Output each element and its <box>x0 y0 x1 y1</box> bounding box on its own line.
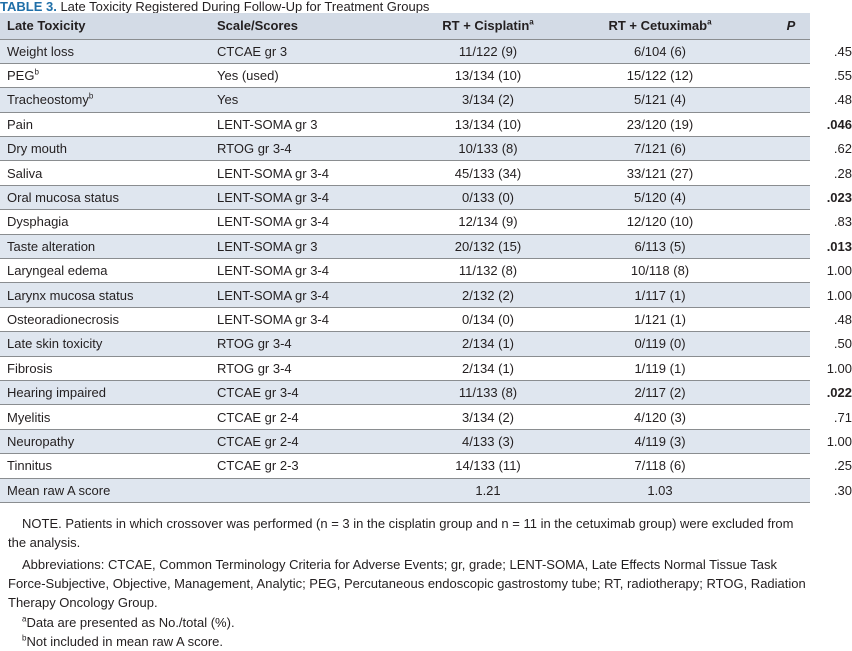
cell-toxicity: Mean raw A score <box>0 478 210 502</box>
cell-cisplatin: 11/132 (8) <box>400 259 576 283</box>
cell-scale: CTCAE gr 3 <box>210 39 400 63</box>
cell-cisplatin: 3/134 (2) <box>400 88 576 112</box>
cell-toxicity: Oral mucosa status <box>0 185 210 209</box>
cell-cetuximab: 2/117 (2) <box>576 380 744 404</box>
footnote-b: $^b$Not included in mean raw A score. <box>22 633 224 649</box>
cell-cetuximab: 7/118 (6) <box>576 454 744 478</box>
table-row <box>0 63 810 87</box>
cell-p-value: .046 <box>744 112 810 136</box>
cell-p-value: .71 <box>744 405 810 429</box>
table-row <box>0 332 810 356</box>
cell-cetuximab: 4/119 (3) <box>576 429 744 453</box>
cell-cetuximab: 23/120 (19) <box>576 112 744 136</box>
cell-toxicity: Pain <box>0 112 210 136</box>
cell-scale <box>210 478 400 502</box>
table-row <box>0 283 810 307</box>
cell-toxicity: Larynx mucosa status <box>0 283 210 307</box>
table-row <box>0 137 810 161</box>
cell-cetuximab: 1/121 (1) <box>576 307 744 331</box>
cell-cisplatin: 20/132 (15) <box>400 234 576 258</box>
cell-scale: RTOG gr 3-4 <box>210 137 400 161</box>
cell-toxicity: Saliva <box>0 161 210 185</box>
cell-cetuximab: 15/122 (12) <box>576 63 744 87</box>
cell-p-value: 1.00 <box>744 356 810 380</box>
cell-p-value: .48 <box>744 88 810 112</box>
cell-scale: LENT-SOMA gr 3-4 <box>210 283 400 307</box>
cell-scale: LENT-SOMA gr 3-4 <box>210 259 400 283</box>
cell-cisplatin: 0/134 (0) <box>400 307 576 331</box>
cell-toxicity: Fibrosis <box>0 356 210 380</box>
cell-cetuximab: 5/121 (4) <box>576 88 744 112</box>
cell-cisplatin: 11/133 (8) <box>400 380 576 404</box>
header-rt-cisplatin: RT + Cisplatin$^a$ <box>400 13 576 39</box>
cell-scale: LENT-SOMA gr 3 <box>210 234 400 258</box>
cell-toxicity: PEG$^b$ <box>0 63 210 87</box>
cell-toxicity: Dry mouth <box>0 137 210 161</box>
cell-cisplatin: 2/132 (2) <box>400 283 576 307</box>
cell-scale: LENT-SOMA gr 3-4 <box>210 210 400 234</box>
cell-p-value: .62 <box>744 137 810 161</box>
table-row <box>0 185 810 209</box>
table-row <box>0 88 810 112</box>
cell-toxicity: Dysphagia <box>0 210 210 234</box>
cell-cisplatin: 2/134 (1) <box>400 332 576 356</box>
table-row <box>0 39 810 63</box>
table-row <box>0 429 810 453</box>
cell-cetuximab: 12/120 (10) <box>576 210 744 234</box>
header-p-value: P <box>744 13 810 39</box>
cell-p-value: .28 <box>744 161 810 185</box>
cell-cetuximab: 4/120 (3) <box>576 405 744 429</box>
cell-toxicity: Weight loss <box>0 39 210 63</box>
cell-cisplatin: 2/134 (1) <box>400 356 576 380</box>
header-scale-scores: Scale/Scores <box>210 13 400 39</box>
cell-p-value: .30 <box>744 478 810 502</box>
cell-toxicity: Laryngeal edema <box>0 259 210 283</box>
cell-scale: CTCAE gr 3-4 <box>210 380 400 404</box>
cell-p-value: .55 <box>744 63 810 87</box>
cell-cisplatin: 12/134 (9) <box>400 210 576 234</box>
table-row <box>0 356 810 380</box>
cell-toxicity: Tracheostomy$^b$ <box>0 88 210 112</box>
cell-cisplatin: 45/133 (34) <box>400 161 576 185</box>
cell-p-value: 1.00 <box>744 259 810 283</box>
table-label: TABLE 3. <box>0 0 57 14</box>
cell-p-value: .013 <box>744 234 810 258</box>
table-row <box>0 259 810 283</box>
cell-cetuximab: 6/113 (5) <box>576 234 744 258</box>
header-row <box>0 13 810 39</box>
cell-scale: RTOG gr 3-4 <box>210 356 400 380</box>
table-row <box>0 454 810 478</box>
cell-scale: LENT-SOMA gr 3-4 <box>210 161 400 185</box>
cell-toxicity: Osteoradionecrosis <box>0 307 210 331</box>
cell-scale: Yes <box>210 88 400 112</box>
cell-p-value: 1.00 <box>744 429 810 453</box>
cell-toxicity: Tinnitus <box>0 454 210 478</box>
cell-cisplatin: 0/133 (0) <box>400 185 576 209</box>
cell-toxicity: Taste alteration <box>0 234 210 258</box>
table-title <box>0 0 429 13</box>
cell-cetuximab: 6/104 (6) <box>576 39 744 63</box>
cell-cetuximab: 1/119 (1) <box>576 356 744 380</box>
table-row <box>0 405 810 429</box>
cell-cetuximab: 0/119 (0) <box>576 332 744 356</box>
cell-toxicity: Myelitis <box>0 405 210 429</box>
cell-p-value: .83 <box>744 210 810 234</box>
cell-cetuximab: 10/118 (8) <box>576 259 744 283</box>
cell-toxicity: Late skin toxicity <box>0 332 210 356</box>
table-caption: Late Toxicity Registered During Follow-Up for Treatment Groups <box>60 0 430 14</box>
cell-cetuximab: 5/120 (4) <box>576 185 744 209</box>
cell-toxicity: Neuropathy <box>0 429 210 453</box>
table-row <box>0 478 810 502</box>
cell-scale: LENT-SOMA gr 3-4 <box>210 307 400 331</box>
table-row <box>0 307 810 331</box>
cell-cisplatin: 10/133 (8) <box>400 137 576 161</box>
toxicity-table <box>0 13 852 503</box>
cell-cisplatin: 13/134 (10) <box>400 112 576 136</box>
cell-scale: LENT-SOMA gr 3-4 <box>210 185 400 209</box>
cell-p-value: .023 <box>744 185 810 209</box>
table-row <box>0 161 810 185</box>
cell-p-value: .022 <box>744 380 810 404</box>
table-row <box>0 234 810 258</box>
cell-cisplatin: 3/134 (2) <box>400 405 576 429</box>
table-notes <box>0 514 810 651</box>
cell-scale: CTCAE gr 2-4 <box>210 405 400 429</box>
cell-scale: CTCAE gr 2-3 <box>210 454 400 478</box>
cell-p-value: .50 <box>744 332 810 356</box>
cell-cisplatin: 14/133 (11) <box>400 454 576 478</box>
table-row <box>0 380 810 404</box>
cell-scale: RTOG gr 3-4 <box>210 332 400 356</box>
cell-scale: LENT-SOMA gr 3 <box>210 112 400 136</box>
cell-cetuximab: 1.03 <box>576 478 744 502</box>
cell-p-value: .48 <box>744 307 810 331</box>
cell-scale: Yes (used) <box>210 63 400 87</box>
note-abbreviations: Abbreviations: CTCAE, Common Terminology Criteria for Adverse Events; gr, grade; LENT-SOMA, Late Effects Normal Tissue Task Force-Subjective, Objective, Management, Analytic; PEG, Percutaneous endoscopic gastrostomy tube; RT, radiotherapy; RTOG, Radiation Therapy Oncology Group. <box>8 557 806 610</box>
header-rt-cetuximab: RT + Cetuximab$^a$ <box>576 13 744 39</box>
cell-cisplatin: 1.21 <box>400 478 576 502</box>
note-crossover: NOTE. Patients in which crossover was performed (n = 3 in the cisplatin group and n = 11 in the cetuximab group) were excluded from the analysis. <box>8 516 794 550</box>
cell-p-value: .25 <box>744 454 810 478</box>
cell-p-value: 1.00 <box>744 283 810 307</box>
table-row <box>0 210 810 234</box>
cell-cisplatin: 4/133 (3) <box>400 429 576 453</box>
cell-cetuximab: 1/117 (1) <box>576 283 744 307</box>
header-late-toxicity: Late Toxicity <box>0 13 210 39</box>
cell-cetuximab: 33/121 (27) <box>576 161 744 185</box>
cell-cetuximab: 7/121 (6) <box>576 137 744 161</box>
cell-p-value: .45 <box>744 39 810 63</box>
footnote-a: $^a$Data are presented as No./total (%). <box>22 614 235 630</box>
table-row <box>0 112 810 136</box>
cell-toxicity: Hearing impaired <box>0 380 210 404</box>
cell-cisplatin: 13/134 (10) <box>400 63 576 87</box>
cell-scale: CTCAE gr 2-4 <box>210 429 400 453</box>
cell-cisplatin: 11/122 (9) <box>400 39 576 63</box>
